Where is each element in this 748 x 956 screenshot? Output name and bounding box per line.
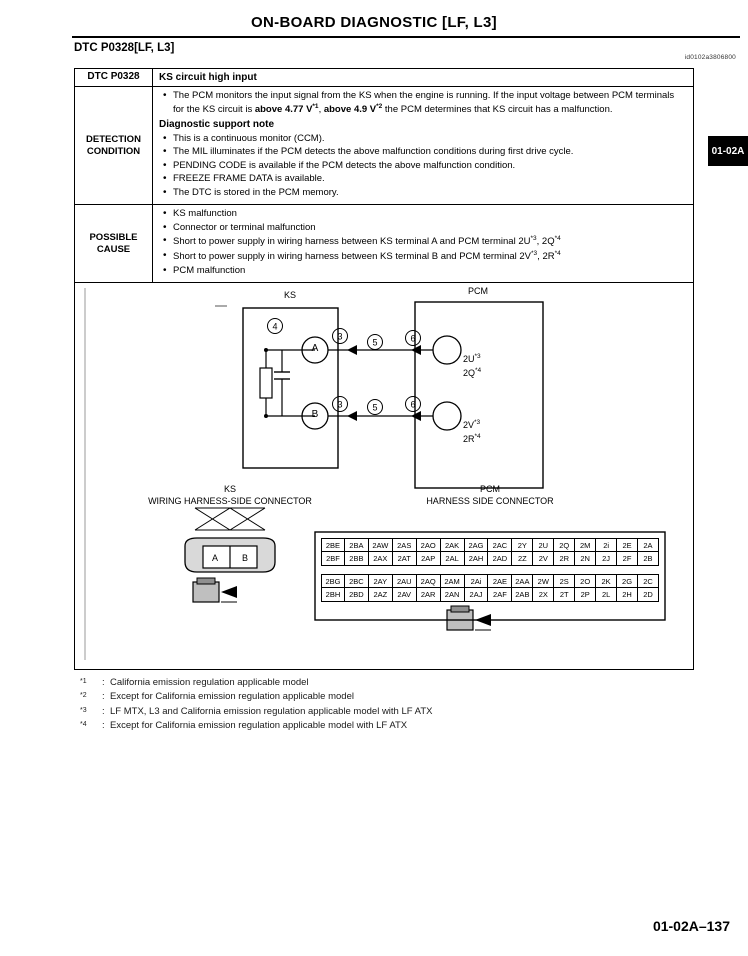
pcm-connector-title-line1: PCM xyxy=(480,484,500,494)
table-row xyxy=(75,87,693,205)
pcm-pin: 2N xyxy=(575,552,596,566)
detection-list xyxy=(159,90,687,116)
pcm-pin: 2AA xyxy=(512,574,533,588)
svg-text:5: 5 xyxy=(372,402,378,413)
pcm-pin-grid xyxy=(321,538,659,602)
pcm-connector-title-line2: HARNESS SIDE CONNECTOR xyxy=(426,496,554,506)
pcm-pin: 2AP xyxy=(417,552,441,566)
ks-block-label: KS xyxy=(283,290,296,300)
footnote-text: Except for California emission regulation applicable model xyxy=(110,691,354,703)
pcm-pin: 2AT xyxy=(393,552,417,566)
footnote-mark: *4 xyxy=(80,721,87,729)
footnote-text: Except for California emission regulation applicable model with LF ATX xyxy=(110,720,408,732)
pcm-pin: 2BE xyxy=(321,538,345,552)
pcm-pin: 2P xyxy=(575,588,596,602)
ks-connector-title-line2: WIRING HARNESS-SIDE CONNECTOR xyxy=(148,496,312,506)
ks-connector-title-line1: KS xyxy=(223,484,236,494)
pcm-pin: 2M xyxy=(575,538,596,552)
pcm-pin: 2U xyxy=(533,538,554,552)
pcm-pin: 2R xyxy=(554,552,575,566)
title-rule xyxy=(72,36,740,38)
possible-cause-list xyxy=(159,208,687,277)
pcm-pin: 2BC xyxy=(345,574,369,588)
pcm-terminal-bottom-1: $2V^{*3}$ xyxy=(463,419,481,430)
svg-text:4: 4 xyxy=(272,321,278,332)
pcm-pin: 2AO xyxy=(417,538,441,552)
pin-grid-gap xyxy=(321,566,659,574)
svg-text:6: 6 xyxy=(410,333,416,344)
list-item: • The DTC is stored in the PCM memory. xyxy=(173,187,687,200)
detection-condition-cell xyxy=(153,87,693,204)
pcm-pin: 2AL xyxy=(441,552,465,566)
pcm-pin: 2Z xyxy=(512,552,533,566)
list-item: • KS malfunction xyxy=(173,208,687,221)
pcm-pin: 2X xyxy=(533,588,554,602)
pcm-pin: 2AY xyxy=(369,574,393,588)
pcm-pin: 2AU xyxy=(393,574,417,588)
pcm-pin: 2AH xyxy=(465,552,489,566)
svg-text:3: 3 xyxy=(337,399,343,410)
footnote-colon: : xyxy=(102,677,105,688)
svg-text:3: 3 xyxy=(337,331,343,342)
dtc-name-cell: KS circuit high input xyxy=(159,72,257,83)
svg-text:A: A xyxy=(211,553,219,563)
pcm-pin: 2O xyxy=(575,574,596,588)
node-a-label: A xyxy=(311,343,319,354)
pcm-pin: 2C xyxy=(638,574,659,588)
wiring-diagram-svg xyxy=(75,280,693,668)
pcm-pin: 2W xyxy=(533,574,554,588)
possible-cause-label xyxy=(75,205,153,282)
pcm-pin: 2AW xyxy=(369,538,393,552)
pcm-pin: 2AJ xyxy=(465,588,489,602)
pcm-pin: 2AF xyxy=(488,588,512,602)
pcm-pin: 2BH xyxy=(321,588,345,602)
pcm-pin: 2K xyxy=(596,574,617,588)
pcm-pin: 2S xyxy=(554,574,575,588)
pcm-block-label: PCM xyxy=(468,286,488,296)
section-tab: 01-02A xyxy=(708,136,748,166)
pcm-pin: 2AD xyxy=(488,552,512,566)
pcm-pin: 2J xyxy=(596,552,617,566)
footnote-mark: *2 xyxy=(80,692,87,700)
footnote-colon: : xyxy=(102,691,105,703)
list-item: • PCM malfunction xyxy=(173,265,687,278)
diagnostic-support-list xyxy=(159,133,687,200)
detection-condition-label-text: DETECTION CONDITION xyxy=(86,133,141,157)
pcm-pin: 2AQ xyxy=(417,574,441,588)
pcm-pin-row xyxy=(321,574,659,588)
pcm-pin: 2Q xyxy=(554,538,575,552)
pcm-pin: 2Y xyxy=(512,538,533,552)
list-item: • PENDING CODE is available if the PCM detects the above malfunction condition. xyxy=(173,160,687,173)
footnote-row xyxy=(80,705,700,719)
pcm-pin: 2H xyxy=(617,588,638,602)
pcm-pin: 2AN xyxy=(441,588,465,602)
document-id: id0102a3806800 xyxy=(684,54,736,61)
pcm-pin: 2L xyxy=(596,588,617,602)
pcm-pin: 2BF xyxy=(321,552,345,566)
pcm-pin: 2AG xyxy=(465,538,489,552)
pcm-pin: 2i xyxy=(596,538,617,552)
wiring-diagram xyxy=(74,280,694,670)
dtc-table xyxy=(74,68,694,283)
page-title: ON-BOARD DIAGNOSTIC [LF, L3] xyxy=(251,14,497,31)
svg-text:6: 6 xyxy=(410,399,416,410)
footnote-row xyxy=(80,719,700,733)
dtc-heading: DTC P0328[LF, L3] xyxy=(74,42,175,54)
pcm-pin: 2B xyxy=(638,552,659,566)
footnote-row xyxy=(80,690,700,704)
list-item: • This is a continuous monitor (CCM). xyxy=(173,133,687,146)
pcm-terminal-top-1: $2U^{*3}$ xyxy=(463,353,481,364)
pcm-pin: 2G xyxy=(617,574,638,588)
pcm-pin: 2E xyxy=(617,538,638,552)
table-row xyxy=(75,69,693,87)
pcm-terminal-bottom-2: $2R^{*4}$ xyxy=(463,433,481,444)
pcm-pin: 2AE xyxy=(488,574,512,588)
footnote-colon: : xyxy=(102,705,105,717)
pcm-pin: 2AM xyxy=(441,574,465,588)
diagnostic-support-note-label: Diagnostic support note xyxy=(159,119,274,131)
pcm-pin-row xyxy=(321,538,659,552)
footnote-mark: *1 xyxy=(80,678,87,685)
footnote-row xyxy=(80,676,700,690)
pcm-pin: 2D xyxy=(638,588,659,602)
pcm-pin: 2AS xyxy=(393,538,417,552)
list-item: • Connector or terminal malfunction xyxy=(173,222,687,235)
pcm-pin: 2BG xyxy=(321,574,345,588)
table-row xyxy=(75,205,693,282)
footnote-colon: : xyxy=(102,720,105,732)
pcm-pin: 2AK xyxy=(441,538,465,552)
footnote-text: LF MTX, L3 and California emission regulation applicable model with LF ATX xyxy=(110,705,433,717)
pcm-pin: 2A xyxy=(638,538,659,552)
svg-text:5: 5 xyxy=(372,337,378,348)
pcm-pin: 2AB xyxy=(512,588,533,602)
detection-condition-label xyxy=(75,87,153,204)
dtc-code-cell: DTC P0328 xyxy=(75,69,153,86)
pcm-pin-row xyxy=(321,588,659,602)
pcm-pin: 2V xyxy=(533,552,554,566)
page-number: 01-02A–137 xyxy=(652,918,730,934)
pcm-pin: 2AV xyxy=(393,588,417,602)
footnotes xyxy=(80,676,700,734)
pcm-pin: 2AC xyxy=(488,538,512,552)
pcm-pin: 2AZ xyxy=(369,588,393,602)
pcm-pin-row xyxy=(321,552,659,566)
footnote-mark: *3 xyxy=(80,706,87,714)
list-item: • Short to power supply in wiring harness between KS terminal A and PCM terminal $2U^{*3}$, $2Q^{*4}$ xyxy=(173,235,687,249)
footnote-text: California emission regulation applicable model xyxy=(110,677,309,688)
node-b-label: B xyxy=(311,409,319,420)
list-item: • FREEZE FRAME DATA is available. xyxy=(173,173,687,186)
possible-cause-cell xyxy=(153,205,693,282)
list-item: • The PCM monitors the input signal from the KS when the engine is running. If the input voltage between PCM terminals for the KS circuit is above 4.77 $V^{*1}$, above 4.9 $V^{*2}$ the PCM determines that KS circuit has a malfunction. xyxy=(173,90,687,116)
svg-text:B: B xyxy=(241,553,249,563)
pcm-pin: 2AX xyxy=(369,552,393,566)
pcm-pin: 2AR xyxy=(417,588,441,602)
list-item: • Short to power supply in wiring harness between KS terminal B and PCM terminal $2V^{*3}$, $2R^{*4}$ xyxy=(173,250,687,264)
pcm-pin: 2F xyxy=(617,552,638,566)
pcm-pin: 2T xyxy=(554,588,575,602)
pcm-terminal-top-2: $2Q^{*4}$ xyxy=(463,367,482,378)
pcm-pin: 2BA xyxy=(345,538,369,552)
pcm-pin: 2BB xyxy=(345,552,369,566)
list-item: • The MIL illuminates if the PCM detects the above malfunction conditions during first drive cycle. xyxy=(173,146,687,159)
possible-cause-label-text: POSSIBLE CAUSE xyxy=(89,231,138,255)
pcm-pin: 2BD xyxy=(345,588,369,602)
wiring-diagram-canvas xyxy=(75,280,693,669)
pcm-pin: 2Ai xyxy=(465,574,489,588)
